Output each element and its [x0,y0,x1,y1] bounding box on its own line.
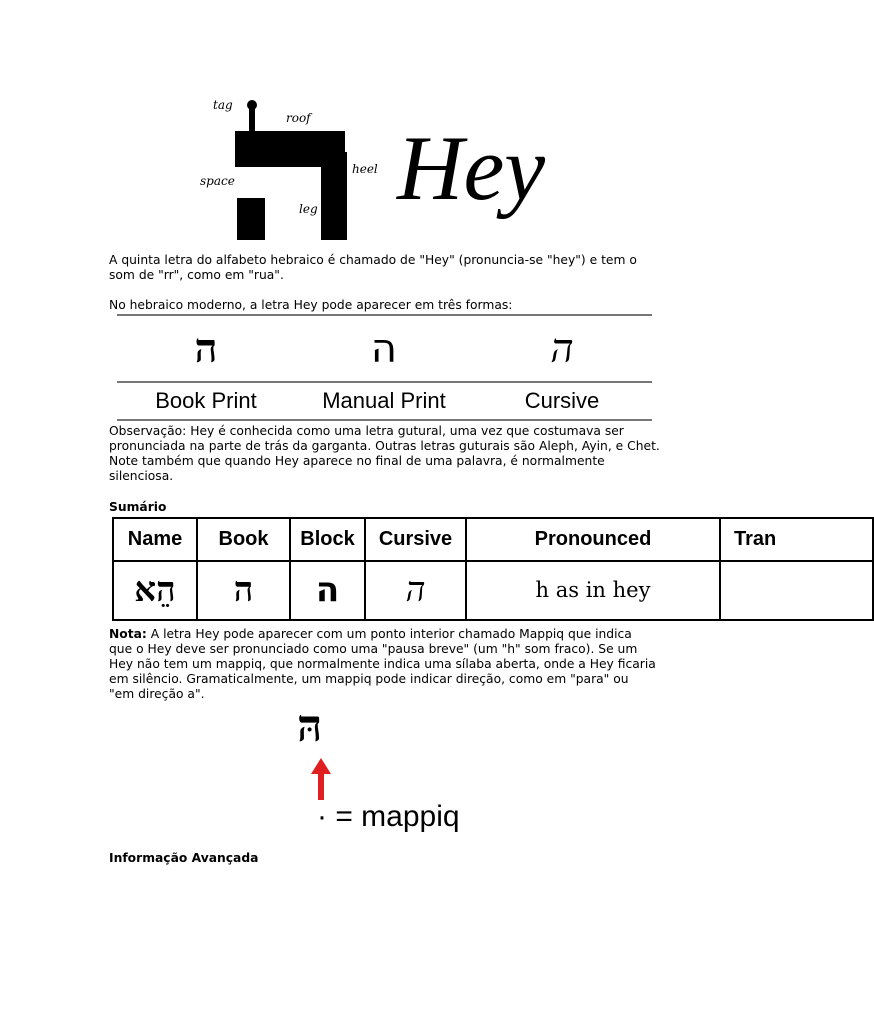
divider [117,314,652,316]
divider [117,381,652,383]
divider [117,419,652,421]
table-cell [720,561,873,620]
label-roof: roof [286,111,311,125]
summary-table [112,517,874,621]
hey-forms-figure [117,314,652,422]
table-row [113,561,873,620]
hero-title: Hey [397,117,546,219]
table-header-row [113,518,873,561]
mappiq-caption: · = mappiq [317,800,460,833]
column-header: Block [290,518,365,561]
summary-heading: Sumário [109,500,167,514]
column-header: Book [197,518,290,561]
table-cell: ה [290,561,365,620]
label-heel: heel [352,162,378,176]
table-cell: הֵא [113,561,197,620]
hey-diagram [195,92,575,252]
column-header: Pronounced [466,518,720,561]
label-space: space [200,174,235,188]
note-paragraph [109,627,657,702]
form-caption: Book Print [155,388,257,413]
note-label: Nota: [109,627,147,641]
forms-intro: No hebraico moderno, a letra Hey pode aparecer em três formas: [109,298,513,312]
mappiq-figure [297,701,477,836]
observation-paragraph: Observação: Hey é conhecida como uma letra gutural, uma vez que costumava ser pronunciada na parte de trás da garganta. Outras letras guturais são Aleph, Ayin, e Chet. Note também que quando Hey aparece no final de uma palavra, é normalmente silenciosa. [109,424,660,483]
form-glyph: ה [194,325,218,372]
label-tag: tag [213,98,233,112]
note-text: A letra Hey pode aparecer com um ponto interior chamado Mappiq que indica que o Hey deve ser pronunciado como uma "pausa breve" (um "h" som fraco). Se um Hey não tem um mappiq, que normalmente indica uma sílaba aberta, onde a Hey ficaria em silêncio. Gramaticalmente, um mappiq pode indicar direção, como em "para" ou "em direção a". [109,627,656,701]
summary-table-container [112,517,777,623]
red-up-arrow-icon [309,758,333,802]
column-header: Name [113,518,197,561]
table-cell: ה [197,561,290,620]
form-glyph: ה [550,326,574,372]
form-caption: Cursive [524,388,600,413]
table-cell: ה [365,561,466,620]
label-leg: leg [299,202,318,216]
column-header: Tran [720,518,873,561]
advanced-info-heading: Informação Avançada [109,851,259,865]
hey-with-mappiq-glyph: הּ [297,701,323,752]
column-header: Cursive [365,518,466,561]
form-glyph: ה [370,326,398,372]
form-caption: Manual Print [322,388,446,413]
table-cell: h as in hey [466,561,720,620]
intro-paragraph: A quinta letra do alfabeto hebraico é chamado de "Hey" (pronuncia-se "hey") e tem o som de "rr", como em "rua". [109,253,637,282]
